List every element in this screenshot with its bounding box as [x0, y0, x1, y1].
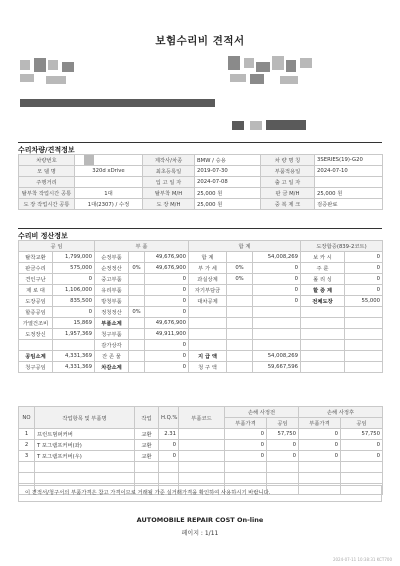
- parts-cell: 1: [19, 429, 35, 440]
- vehicle-row: [19, 166, 383, 177]
- settlement-row: [19, 307, 383, 318]
- settlement-value: 575,000: [53, 263, 95, 274]
- settlement-label: 중고부품: [95, 274, 129, 285]
- settlement-value: [345, 340, 383, 351]
- settlement-value: 1,106,000: [53, 285, 95, 296]
- settlement-label: 잔 존 물: [95, 351, 129, 362]
- parts-empty-cell: [135, 462, 159, 473]
- parts-empty-cell: [341, 462, 383, 473]
- settlement-value: 0%: [129, 263, 145, 274]
- settlement-label: 도정장신: [19, 329, 53, 340]
- vehicle-value: [315, 177, 383, 188]
- parts-empty-cell: [179, 462, 225, 473]
- parts-cell: 교환: [135, 429, 159, 440]
- vehicle-value: [75, 177, 143, 188]
- parts-cell: 57,750: [341, 429, 383, 440]
- settlement-label: [301, 362, 345, 373]
- vehicle-label: 도 장 M/H: [143, 199, 195, 210]
- settlement-row: [19, 362, 383, 373]
- parts-empty-cell: [225, 473, 267, 484]
- parts-empty-cell: [19, 462, 35, 473]
- redacted-block: [230, 74, 246, 82]
- vehicle-label: 주행거리: [19, 177, 75, 188]
- settlement-value: [129, 340, 145, 351]
- settlement-value: [129, 351, 145, 362]
- vehicle-value: 25,000 원: [195, 188, 261, 199]
- settlement-value: [129, 274, 145, 285]
- settlement-value: [345, 318, 383, 329]
- vehicle-row: [19, 177, 383, 188]
- settlement-label: [19, 340, 53, 351]
- parts-header-cell: 손해 사정후: [299, 407, 383, 418]
- settlement-value: 0%: [129, 307, 145, 318]
- parts-cell: 0: [299, 440, 341, 451]
- settlement-row: [19, 296, 383, 307]
- parts-cell: 0: [267, 440, 299, 451]
- redacted-block: [20, 60, 30, 70]
- settlement-value: 1,799,000: [53, 252, 95, 263]
- settlement-label: 청 구 액: [189, 362, 227, 373]
- redacted-block: [244, 58, 254, 68]
- settlement-header-cell: 공 임: [19, 241, 95, 252]
- parts-header-cell: 작업항목 및 부품명: [35, 407, 135, 429]
- parts-subheader-cell: 공임: [341, 418, 383, 429]
- parts-row: [19, 451, 383, 462]
- parts-cell: T 포그램프커버(좌): [35, 440, 135, 451]
- settlement-value: [129, 296, 145, 307]
- vehicle-label: 최초등록일: [143, 166, 195, 177]
- parts-cell: 0: [341, 451, 383, 462]
- settlement-label: 방청부품: [95, 296, 129, 307]
- vehicle-value: 1대: [75, 188, 143, 199]
- settlement-label: 부 가 세: [189, 263, 227, 274]
- settlement-header-cell: 부 품: [95, 241, 189, 252]
- parts-cell: 2: [19, 440, 35, 451]
- settlement-value: 0: [253, 296, 301, 307]
- settlement-label: 할 증 계: [301, 285, 345, 296]
- vehicle-label: 모 델 명: [19, 166, 75, 177]
- vehicle-label: 도 장 작업시간 공통: [19, 199, 75, 210]
- vehicle-value: 2019-07-30: [195, 166, 261, 177]
- parts-header-cell: 손해 사정전: [225, 407, 299, 418]
- settlement-value: [345, 362, 383, 373]
- settlement-label: [189, 318, 227, 329]
- redacted-bar: [20, 99, 215, 107]
- settlement-label: 대차공제: [189, 296, 227, 307]
- parts-cell: 0: [159, 451, 179, 462]
- parts-cell: 3: [19, 451, 35, 462]
- parts-empty-cell: [341, 473, 383, 484]
- settlement-value: [129, 362, 145, 373]
- settlement-value: 0: [345, 252, 383, 263]
- settlement-value: 54,008,269: [253, 252, 301, 263]
- settlement-value: [129, 285, 145, 296]
- parts-empty-cell: [299, 462, 341, 473]
- vehicle-label: 차 량 명 칭: [261, 155, 315, 166]
- parts-cell: 0: [299, 451, 341, 462]
- redacted-block: [300, 58, 312, 68]
- settlement-label: 감가상각: [95, 340, 129, 351]
- parts-cell: 0: [159, 440, 179, 451]
- settlement-label: [301, 329, 345, 340]
- settlement-value: [129, 329, 145, 340]
- settlement-value: [345, 351, 383, 362]
- settlement-value: 0: [253, 274, 301, 285]
- settlement-value: 0: [145, 296, 189, 307]
- settlement-header-row: [19, 241, 383, 252]
- settlement-label: 도장공임: [19, 296, 53, 307]
- parts-empty-cell: [159, 473, 179, 484]
- settlement-value: [253, 307, 301, 318]
- settlement-value: 4,331,369: [53, 351, 95, 362]
- settlement-label: 자기부담금: [189, 285, 227, 296]
- settlement-value: 0: [345, 285, 383, 296]
- settlement-value: 59,667,596: [253, 362, 301, 373]
- parts-subheader-cell: 공임: [267, 418, 299, 429]
- redacted-block: [250, 121, 262, 130]
- settlement-value: 49,676,900: [145, 263, 189, 274]
- settlement-label: 탈착교환: [19, 252, 53, 263]
- page-number: 페이지 : 1/11: [181, 530, 219, 537]
- parts-subheader-cell: 부품가격: [225, 418, 267, 429]
- settlement-label: [301, 318, 345, 329]
- settlement-value: [227, 252, 253, 263]
- vehicle-label: 차량번호: [19, 155, 75, 166]
- redacted-block: [256, 62, 270, 72]
- settlement-value: [227, 285, 253, 296]
- settlement-label: 견인구난: [19, 274, 53, 285]
- parts-cell: 0: [225, 429, 267, 440]
- parts-table: [18, 406, 383, 495]
- parts-cell: [179, 451, 225, 462]
- vehicle-value: 1대(2307) / 수정: [75, 199, 143, 210]
- parts-cell: 0: [299, 429, 341, 440]
- vehicle-value: BMW / 승용: [195, 155, 261, 166]
- parts-cell: 0: [225, 440, 267, 451]
- settlement-label: 과실상계: [189, 274, 227, 285]
- settlement-row: [19, 263, 383, 274]
- settlement-value: 0%: [227, 274, 253, 285]
- parts-cell: 0: [341, 440, 383, 451]
- settlement-value: 835,500: [53, 296, 95, 307]
- vehicle-value: 3SERIES(19)-G20: [315, 155, 383, 166]
- parts-empty-cell: [135, 473, 159, 484]
- settlement-label: 청구공임: [19, 362, 53, 373]
- settlement-label: [301, 307, 345, 318]
- settlement-row: [19, 351, 383, 362]
- parts-empty-cell: [299, 473, 341, 484]
- parts-header-cell: H.Q.%: [159, 407, 179, 429]
- settlement-label: 가열건조비: [19, 318, 53, 329]
- settlement-value: 0: [145, 340, 189, 351]
- vehicle-label: 판 금 M/H: [261, 188, 315, 199]
- redacted-block: [34, 58, 46, 72]
- parts-header-row: [19, 407, 383, 418]
- vehicle-value: 320d xDrive: [75, 166, 143, 177]
- settlement-value: 0: [145, 285, 189, 296]
- parts-empty-cell: [179, 473, 225, 484]
- vehicle-label: 탈부착 작업시간 공통: [19, 188, 75, 199]
- parts-empty-cell: [35, 473, 135, 484]
- parts-cell: 교환: [135, 440, 159, 451]
- settlement-value: 0: [345, 263, 383, 274]
- vehicle-label: 입 고 일 자: [143, 177, 195, 188]
- brand-footer: AUTOMOBILE REPAIR COST On-line: [136, 516, 264, 524]
- parts-cell: 교환: [135, 451, 159, 462]
- section-divider: [18, 142, 382, 143]
- parts-cell: 2.31: [159, 429, 179, 440]
- settlement-value: [345, 329, 383, 340]
- parts-empty-cell: [267, 462, 299, 473]
- settlement-label: 공임소계: [19, 351, 53, 362]
- settlement-value: 0: [53, 307, 95, 318]
- disclaimer-note: 이 견적서/청구서의 부품가격은 참고 가격이므로 거래될 가준 실거래가격을 확인하여 사용하시기 바랍니다.: [18, 485, 382, 502]
- settlement-value: [227, 296, 253, 307]
- settlement-value: 0: [145, 362, 189, 373]
- settlement-label: [189, 329, 227, 340]
- settlement-label: 청구부품: [95, 329, 129, 340]
- vehicle-label: 출 고 일 자: [261, 177, 315, 188]
- settlement-label: 순정부품: [95, 252, 129, 263]
- settlement-row: [19, 285, 383, 296]
- vehicle-value: 25,000 원: [195, 199, 261, 210]
- settlement-row: [19, 340, 383, 351]
- vehicle-info-table: [18, 154, 383, 210]
- document-title: 보험수리비 견적서: [155, 35, 245, 47]
- vehicle-value: 2024-07-08: [195, 177, 261, 188]
- section-divider: [18, 228, 382, 229]
- settlement-value: [253, 318, 301, 329]
- redacted-block: [272, 56, 284, 70]
- parts-empty-row: [19, 462, 383, 473]
- vehicle-value: 검증완료: [315, 199, 383, 210]
- parts-header-cell: 부품코드: [179, 407, 225, 429]
- settlement-value: [129, 252, 145, 263]
- parts-header-cell: 작업: [135, 407, 159, 429]
- parts-cell: [179, 429, 225, 440]
- redacted-block: [48, 60, 58, 70]
- vehicle-value: 2024-07-10: [315, 166, 383, 177]
- settlement-value: 49,676,900: [145, 318, 189, 329]
- settlement-value: 1,957,369: [53, 329, 95, 340]
- settlement-header-cell: 도장합증(839-2코트): [301, 241, 383, 252]
- parts-subheader-cell: 부품가격: [299, 418, 341, 429]
- redacted-block: [280, 76, 298, 84]
- vehicle-label: 부품적용일: [261, 166, 315, 177]
- settlement-label: 순정정산: [95, 263, 129, 274]
- parts-row: [19, 429, 383, 440]
- settlement-value: [227, 340, 253, 351]
- parts-cell: 0: [267, 451, 299, 462]
- settlement-row: [19, 252, 383, 263]
- settlement-label: 유리부품: [95, 285, 129, 296]
- settlement-value: 4,331,369: [53, 362, 95, 373]
- settlement-label: 정청정산: [95, 307, 129, 318]
- settlement-label: 차감소계: [95, 362, 129, 373]
- vehicle-row: [19, 155, 383, 166]
- redacted-block: [228, 56, 240, 70]
- settlement-value: [345, 307, 383, 318]
- settlement-value: 49,911,900: [145, 329, 189, 340]
- settlement-row: [19, 274, 383, 285]
- settlement-label: 판금수리: [19, 263, 53, 274]
- settlement-label: 폴 리 싱: [301, 274, 345, 285]
- parts-row: [19, 440, 383, 451]
- settlement-label: [189, 307, 227, 318]
- parts-empty-cell: [225, 462, 267, 473]
- print-timestamp: 2024-07-11 10:38:31 KCT700: [332, 557, 392, 562]
- settlement-value: 54,008,269: [253, 351, 301, 362]
- settlement-value: 0: [145, 351, 189, 362]
- settlement-label: 전체도장: [301, 296, 345, 307]
- redacted-block: [46, 76, 66, 84]
- vehicle-label: 탈부착 M/H: [143, 188, 195, 199]
- settlement-value: [53, 340, 95, 351]
- parts-empty-row: [19, 473, 383, 484]
- parts-empty-cell: [159, 462, 179, 473]
- settlement-value: [227, 351, 253, 362]
- settlement-label: [301, 351, 345, 362]
- settlement-value: [129, 318, 145, 329]
- settlement-label: 주 륜: [301, 263, 345, 274]
- parts-cell: T 포그램프커버(우): [35, 451, 135, 462]
- settlement-label: 할증공임: [19, 307, 53, 318]
- settlement-value: 15,869: [53, 318, 95, 329]
- vehicle-row: [19, 188, 383, 199]
- settlement-value: 55,000: [345, 296, 383, 307]
- settlement-table: [18, 240, 383, 373]
- settlement-value: 49,676,900: [145, 252, 189, 263]
- parts-header-cell: NO: [19, 407, 35, 429]
- parts-empty-cell: [35, 462, 135, 473]
- settlement-value: [227, 307, 253, 318]
- parts-cell: 0: [225, 451, 267, 462]
- parts-cell: 57,750: [267, 429, 299, 440]
- settlement-value: 0: [345, 274, 383, 285]
- settlement-value: [253, 329, 301, 340]
- parts-cell: [179, 440, 225, 451]
- settlement-value: [227, 329, 253, 340]
- settlement-label: 지 급 액: [189, 351, 227, 362]
- settlement-value: [253, 340, 301, 351]
- settlement-value: [227, 318, 253, 329]
- vehicle-value: [75, 155, 143, 166]
- settlement-value: [227, 362, 253, 373]
- parts-empty-cell: [19, 473, 35, 484]
- settlement-label: 보 카 시: [301, 252, 345, 263]
- vehicle-label: 제작사/차종: [143, 155, 195, 166]
- settlement-label: [189, 340, 227, 351]
- settlement-value: 0%: [227, 263, 253, 274]
- parts-empty-cell: [267, 473, 299, 484]
- settlement-value: 0: [145, 274, 189, 285]
- settlement-value: 0: [145, 307, 189, 318]
- settlement-header-cell: 합 계: [189, 241, 301, 252]
- settlement-row: [19, 318, 383, 329]
- redacted-bar: [232, 121, 244, 130]
- redacted-block: [20, 74, 34, 82]
- settlement-label: 제 로 대: [19, 285, 53, 296]
- vehicle-row: [19, 199, 383, 210]
- vehicle-label: 중 복 제 크: [261, 199, 315, 210]
- settlement-value: 0: [253, 285, 301, 296]
- settlement-label: [301, 340, 345, 351]
- redacted-block: [286, 60, 296, 72]
- settlement-section-heading: 수리비 정산정보: [18, 232, 68, 240]
- settlement-label: 부품소계: [95, 318, 129, 329]
- settlement-row: [19, 329, 383, 340]
- redacted-block: [250, 74, 264, 84]
- settlement-value: 0: [253, 263, 301, 274]
- settlement-value: 0: [53, 274, 95, 285]
- redacted-bar: [266, 120, 306, 130]
- vehicle-value: 25,000 원: [315, 188, 383, 199]
- redacted-block: [62, 62, 74, 72]
- parts-cell: 프런트범퍼커버: [35, 429, 135, 440]
- vehicle-section-heading: 수리차량/견적정보: [18, 146, 75, 154]
- settlement-label: 합 계: [189, 252, 227, 263]
